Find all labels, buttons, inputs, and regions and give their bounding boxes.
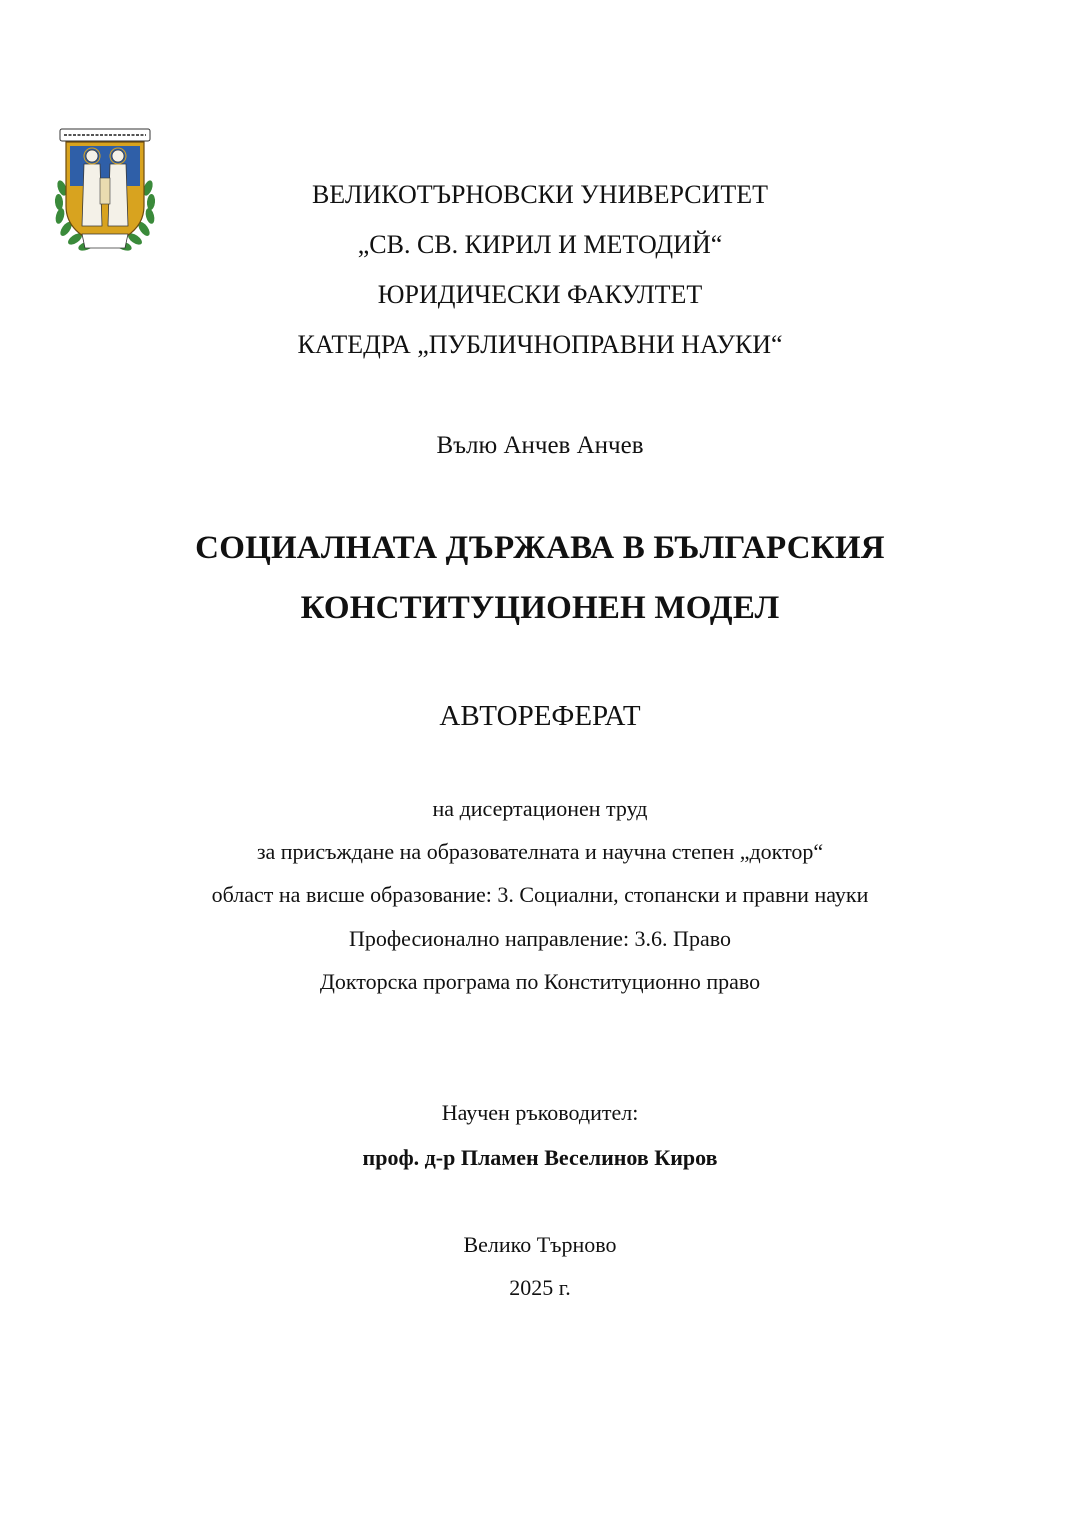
- place: Велико Търново: [463, 1232, 617, 1257]
- document-type: АВТОРЕФЕРАТ: [439, 700, 641, 732]
- description-line: Професионално направление: 3.6. Право: [349, 926, 731, 951]
- author-name: Вълю Анчев Анчев: [436, 432, 644, 459]
- thesis-title-line1: СОЦИАЛНАТА ДЪРЖАВА В БЪЛГАРСКИЯ: [195, 530, 885, 566]
- description-line: на дисертационен труд: [432, 796, 648, 821]
- description-line: за присъждане на образователната и научна степен „доктор“: [256, 839, 824, 864]
- supervisor-label: Научен ръководител:: [441, 1100, 639, 1125]
- description-line: област на висше образование: 3. Социални, стопански и правни науки: [211, 882, 869, 907]
- university-name: ВЕЛИКОТЪРНОВСКИ УНИВЕРСИТЕТ: [311, 180, 769, 209]
- supervisor-name: проф. д-р Пламен Веселинов Киров: [362, 1145, 718, 1170]
- thesis-title-line2: КОНСТИТУЦИОНЕН МОДЕЛ: [300, 590, 780, 626]
- university-patron: „СВ. СВ. КИРИЛ И МЕТОДИЙ“: [357, 230, 723, 259]
- faculty-name: ЮРИДИЧЕСКИ ФАКУЛТЕТ: [377, 280, 703, 309]
- year: 2025 г.: [509, 1275, 571, 1300]
- department-name: КАТЕДРА „ПУБЛИЧНОПРАВНИ НАУКИ“: [297, 330, 783, 359]
- description-line: Докторска програма по Конституционно право: [319, 969, 761, 994]
